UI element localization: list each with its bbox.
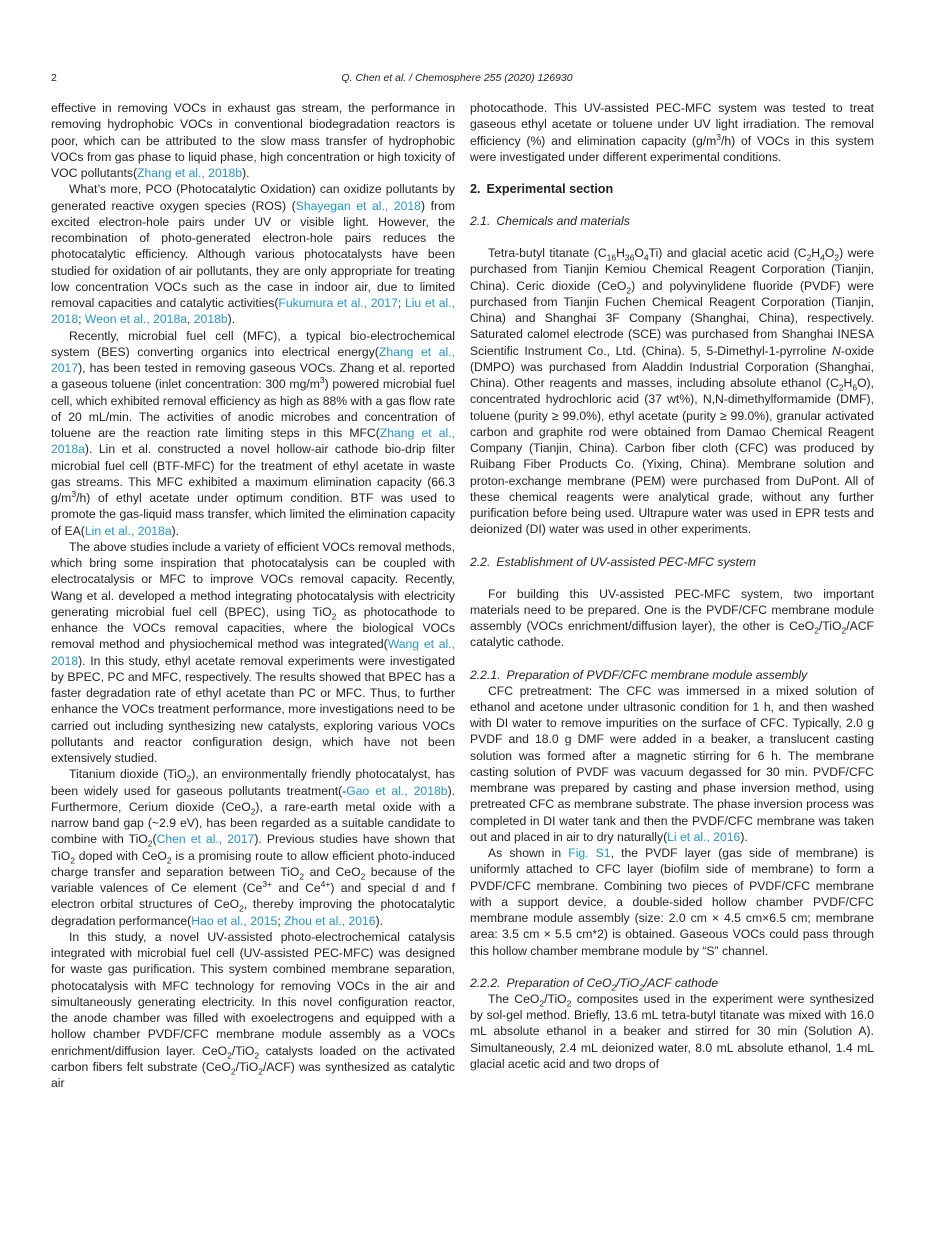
text: /ACF) was synthesized as catalytic air: [51, 1059, 455, 1090]
superscript: 3+: [262, 878, 273, 889]
text: is a promising route to allow efficient photo-induced charge transfer and separation between TiO: [51, 848, 455, 879]
text: ) powered microbial fuel cell, which exhibited removal efficiency as high as 88% with a gas flow rate of 20 mL/min. The activities of anodic microbes and concentration of toluene are the reaction rate limiting steps in this MFC(: [51, 377, 455, 440]
text: ), an environmentally friendly photocatalyst, has been widely used for gaseous pollutants treatment(-: [51, 767, 455, 798]
subsection-title: Establishment of UV-assisted PEC-MFC system: [496, 554, 756, 569]
subscript: 2: [227, 1049, 232, 1060]
citation-link[interactable]: Wang et al., 2018: [51, 637, 455, 668]
text: ).: [242, 166, 250, 180]
text: ). Furthermore, Cerium dioxide (CeO: [51, 783, 456, 814]
text: /h) of VOCs in this system were investigated under different experimental conditions.: [470, 133, 874, 164]
superscript: 3: [71, 488, 77, 499]
page-header: [51, 72, 863, 88]
subscript: 2: [838, 382, 844, 393]
subscript: 2: [626, 284, 632, 295]
section-number: 2.: [470, 182, 481, 196]
subsection-heading: [470, 667, 874, 683]
paragraph: [470, 100, 874, 165]
text: , thereby improving the photocatalytic degradation performance(: [51, 897, 455, 928]
subsection-title: Preparation of PVDF/CFC membrane module assembly: [506, 667, 808, 682]
subscript: 2: [611, 982, 617, 993]
text: as photocathode to enhance the VOCs removal capacities, where the biological VOCs removal method and physiochemical method was integrated(: [51, 604, 455, 652]
text: composites used in the experiment were synthesized by sol-gel method. Briefly, 13.6 mL tetra-butyl titanate was mixed with 16.0 mL absolute ethanol in a beaker and stirred for 30 min (Solution A). Simultaneously, 2.4 mL deionized water, 8.0 mL absolute ethanol, 1.4 mL glacial acetic acid and two drops of: [470, 991, 874, 1071]
text: Tetra-butyl titanate (C: [488, 246, 607, 260]
citation-link[interactable]: Hao et al., 2015: [191, 913, 278, 928]
citation-link[interactable]: Zhang et al., 2018b: [137, 166, 243, 180]
subsection-number: 2.2.2.: [470, 975, 501, 990]
text: doped with CeO: [74, 848, 167, 863]
subscript: 2: [230, 1066, 236, 1077]
subscript: 16: [606, 252, 617, 263]
citation-link[interactable]: Lin et al., 2018a: [84, 523, 172, 538]
text: (: [152, 832, 157, 847]
text: ).: [375, 913, 384, 928]
text: ) from excited electron-hole pairs under UV or visible light. However, the recombination of photo-generated electron-hole pairs reduces the photocatalytic efficiency. Although various photocatalysts have been studied for oxidation of air pollutants, they are only appropriate for treating low concentration VOCs such as the case in indoor air, due to limited removal capacities and catalytic activities(: [51, 198, 455, 310]
subsection-number: 2.1.: [470, 214, 491, 228]
paragraph: [51, 539, 455, 767]
subscript: 2: [186, 773, 192, 784]
right-column: [470, 100, 874, 1072]
subscript: 4: [820, 252, 825, 263]
text: The CeO: [488, 991, 540, 1006]
text: , the PVDF layer (gas side of membrane) is uniformly attached to CFC layer (biofilm side of membrane) to form a PVDF/CFC membrane. Combining two pieces of PVDF/CFC membrane with a support device, a double-sided hollow chamber PVDF/CFC membrane module assembly (size: 2.0 cm × 4.5 cm×6.5 cm; membrane area: 3.5 cm × 5.5 cm*2) is obtained. Gaseous VOCs could pass through this hollow chamber membrane module by “S” channel.: [470, 846, 874, 958]
text: ) and polyvinylidene fluoride (PVDF) were purchased from Tianjin Fuchen Chemical Reagent Corporation (Tianjin, China) and Shanghai 3F Company (Shanghai, China), respectively. Saturated calomel electrode (SCE) was purchased from Shanghai INESA Scientific Instrument Co., Ltd. (China). 5, 5-Dimethyl-1-pyrroline: [470, 278, 874, 358]
subscript: 2: [814, 625, 819, 636]
citation-link[interactable]: Shayegan et al., 2018: [295, 198, 421, 213]
text: What’s more, PCO (Photocatalytic Oxidation) can oxidize pollutants by generated reactive oxygen species (ROS) (: [51, 182, 455, 213]
subsection-title: /ACF cathode: [643, 975, 719, 990]
paragraph: [470, 245, 874, 538]
text: /TiO: [544, 991, 567, 1006]
subscript: 36: [624, 252, 635, 263]
text: O), concentrated hydrochloric acid (37 wt%), N,N-dimethylformamide (DMF), toluene (purity ≥ 99.0%), ethyl acetate (purity ≥ 99.0%), granular activated carbon and graphite rod were obtained from Damao Chemical Reagent Company (Tianjin, China). Carbon fiber cloth (CFC) was produced by Ruibang Fiber Products Co. (Yixing, China). Membrane solution and proton-exchange membrane (PEM) were purchased from DuPont. All of these chemical reagents were analytical grade, without any further purification before being used. Ultrapure water was used in EPR tests and deionized (DI) water was used in other experiments.: [470, 376, 874, 537]
citation-link[interactable]: Chen et al., 2017: [156, 832, 255, 847]
text: In this study, a novel UV-assisted photo-electrochemical catalysis integrated with microbial fuel cell (UV-assisted PEC-MFC) was designed for waste gas purification. This system combined membrane separation, photocatalysis with MFC technology for removing VOCs in the air and simultaneously generating electricity. In this novel configuration reactor, the anode chamber was filled with exoelectrogens and equipped with a hollow chamber PVDF/CFC membrane module assembly as a VOCs enrichment/diffusion layer. CeO: [51, 929, 455, 1058]
citation-link[interactable]: Zhang et al., 2018a: [51, 426, 455, 457]
text: For building this UV-assisted PEC-MFC system, two important materials need to be prepared. One is the PVDF/CFC membrane module assembly (VOCs enrichment/diffusion layer), the other is CeO: [470, 586, 874, 633]
text: ;: [277, 913, 285, 928]
figure-link[interactable]: Fig. S1: [568, 846, 611, 860]
text: /TiO: [235, 1059, 259, 1074]
subscript: 2: [360, 871, 366, 882]
section-heading: [470, 181, 874, 197]
citation-link[interactable]: Weon et al., 2018a: [84, 312, 187, 327]
text: ;: [78, 312, 85, 327]
paragraph: [470, 683, 874, 846]
text: /h) of ethyl acetate under optimum condition. BTF was used to promote the gas-liquid mass transfer, which limited the elimination capacity of EA(: [51, 491, 455, 538]
superscript: 4+: [320, 878, 331, 889]
paragraph: [51, 100, 455, 181]
subsection-title: Chemicals and materials: [496, 214, 630, 228]
paragraph: [470, 845, 874, 959]
text: The above studies include a variety of efficient VOCs removal methods, which bring some inspiration that photocatalysis can be coupled with electrocatalysis or MFC to improve VOCs removal capacity. Recently, Wang et al. developed a method integrating photocatalysis with electricity generating microbial fuel cell (BPEC), using TiO: [51, 539, 455, 619]
text: /TiO: [818, 619, 842, 633]
citation-link[interactable]: Fukumura et al., 2017: [278, 296, 398, 310]
text: H: [843, 376, 853, 390]
subscript: 2: [299, 871, 305, 882]
paragraph: [470, 991, 874, 1072]
text: catalysts loaded on the activated carbon fibers felt substrate (CeO: [51, 1043, 456, 1074]
subsection-heading: [470, 213, 874, 229]
running-head: Q. Chen et al. / Chemosphere 255 (2020) 126930: [341, 72, 573, 84]
text: H: [616, 246, 625, 260]
subscript: 2: [147, 838, 153, 849]
citation-link[interactable]: Gao et al., 2018b: [346, 783, 448, 798]
text: As shown in: [488, 846, 569, 860]
text: /ACF catalytic cathode.: [470, 619, 874, 650]
subscript: 2: [834, 252, 840, 263]
text: ). Lin et al. constructed a novel hollow-air cathode bio-drip filter microbial fuel cell (BTF-MFC) for the treatment of ethyl acetate in waste gas streams. This MFC exhibited a maximum elimination capacity (66.3 g/m: [51, 442, 455, 505]
text: ,: [187, 312, 194, 327]
text: photocathode. This UV-assisted PEC-MFC system was tested to treat gaseous ethyl acetate or toluene under UV light irradiation. The removal efficiency (%) and elimination capacity (g/m: [470, 101, 874, 148]
text: Titanium dioxide (TiO: [69, 767, 187, 782]
subscript: 2: [331, 611, 337, 622]
text: ;: [397, 296, 405, 310]
text: ).: [171, 523, 180, 538]
subsection-number: 2.2.: [470, 554, 491, 569]
subscript: 2: [70, 854, 75, 865]
superscript: 3: [319, 375, 325, 386]
text: Ti) and glacial acetic acid (C: [648, 246, 807, 260]
page-number: 2: [51, 72, 57, 84]
text: effective in removing VOCs in exhaust gas stream, the performance in removing hydrophobic VOCs in conventional biodegradation reactors is poor, which can be attributed to the slow mass transfer of hydrophobic VOCs from gas phase to liquid phase, high concentration or high toxicity of VOC pollutants(: [51, 101, 455, 180]
text: /TiO: [231, 1043, 255, 1058]
text: CFC pretreatment: The CFC was immersed in a mixed solution of ethanol and acetone under ultrasonic condition for 1 h, and then washed with DI water to remove impurities on the surface of CFC. Typically, 2.0 g PVDF and 18.0 g DMF were added in a beaker, a translucent casting solution was formed after a magnetic stirring for 6 h. The membrane casting solution of PVDF was vacuum degassed for 30 min. PVDF/CFC membrane was prepared by casting and phase inversion method, using pretreated CFC as membrane substrate. The phase inversion process was completed in DI water tank and then the PVDF/CFC membrane was taken out and placed in air to dry naturally(: [470, 683, 874, 844]
citation-link[interactable]: 2018b: [193, 312, 228, 327]
paragraph: [470, 586, 874, 651]
subscript: 4: [643, 252, 649, 263]
text: ) and special d and f electron orbital structures of CeO: [51, 881, 456, 912]
text: ).: [740, 829, 748, 844]
text: O: [634, 246, 644, 260]
text: ), has been tested in removing gaseous VOCs. Zhang et al. reported a gaseous toluene (inlet concentration: 300 mg/m: [51, 361, 455, 392]
text: ). Previous studies have shown that TiO: [51, 832, 455, 863]
citation-link[interactable]: Liu et al., 2018: [51, 296, 455, 327]
citation-link[interactable]: Zhang et al., 2017: [51, 344, 455, 375]
text: ), a rare-earth metal oxide with a narrow band gap (~2.9 eV), has been regarded as a suitable candidate to combine with TiO: [51, 799, 455, 847]
subsection-heading: [470, 554, 874, 570]
text: O: [824, 246, 835, 260]
citation-link[interactable]: Li et al., 2016: [667, 829, 741, 844]
subscript: 2: [639, 982, 644, 993]
text: ).: [227, 312, 236, 327]
subscript: 2: [166, 854, 172, 865]
subscript: 6: [852, 382, 858, 393]
subscript: 2: [806, 252, 812, 263]
text: Recently, microbial fuel cell (MFC), a typical bio-electrochemical system (BES) converting organics into electrical energy(: [51, 328, 455, 359]
subscript: 2: [254, 1049, 260, 1060]
paragraph: [51, 328, 455, 539]
subscript: 2: [258, 1066, 263, 1077]
text: H: [811, 246, 821, 260]
subscript: 2: [539, 998, 545, 1009]
subscript: 2: [250, 806, 256, 817]
paragraph: [51, 929, 455, 1092]
subscript: 2: [841, 625, 847, 636]
citation-link[interactable]: Zhou et al., 2016: [284, 913, 376, 928]
subscript: 2: [566, 998, 572, 1009]
superscript: 3: [716, 131, 721, 142]
left-column: [51, 100, 455, 1091]
text: and CeO: [304, 864, 361, 879]
subsection-heading: [470, 975, 874, 991]
text: ) were purchased from Tianjin Kemiou Chemical Reagent Corporation (Tianjin, China). Ceric dioxide (CeO: [470, 246, 874, 293]
paragraph: [51, 766, 455, 929]
text: and Ce: [272, 881, 321, 895]
section-title: Experimental section: [486, 182, 614, 196]
subsection-title: Preparation of CeO: [506, 975, 612, 990]
text: -oxide (DMPO) was purchased from Aladdin Industrial Corporation (Shanghai, China). Other reagents and masses, including absolute ethanol (C: [470, 343, 874, 390]
paragraph: [51, 181, 455, 327]
text: because of the variable valences of Ce element (Ce: [51, 864, 456, 895]
subsection-title: /TiO: [616, 975, 640, 990]
text: ). In this study, ethyl acetate removal experiments were investigated by BPEC, PC and MFC, respectively. The results showed that BPEC has a faster degradation rate of ethyl acetate than PC or MFC. Thus, to further enhance the VOCs treatment performance, more investigations need to be carried out including synthesizing new catalysts, exploring various VOCs pollutants and reactor configuration design, which have not been extensively studied.: [51, 653, 455, 765]
subsection-number: 2.2.1.: [470, 667, 501, 682]
subscript: 2: [239, 903, 244, 914]
italic-text: N: [831, 343, 841, 358]
